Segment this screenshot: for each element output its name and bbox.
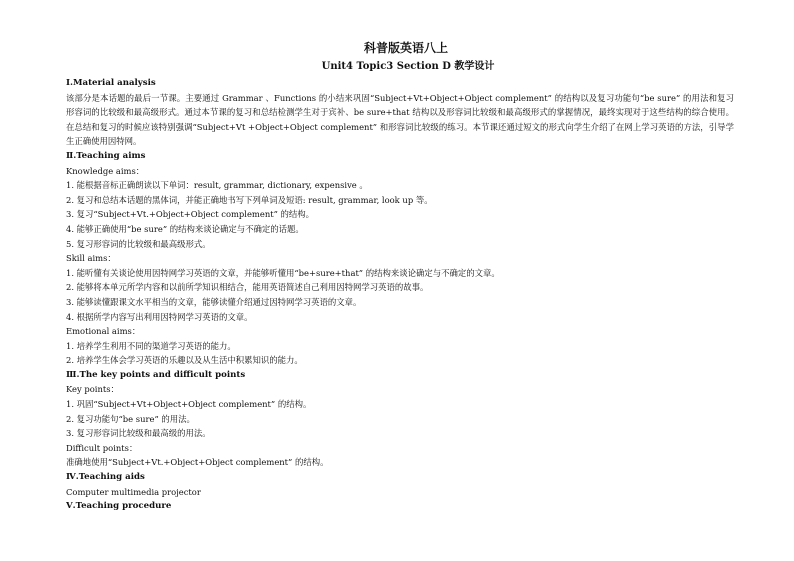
emotional-aim-item: 2. 培养学生体会学习英语的乐趣以及从生活中积累知识的能力。 [66, 355, 303, 366]
key-points-label: Key points： [66, 384, 119, 395]
difficult-points-label: Difficult points： [66, 442, 138, 453]
knowledge-aim-item: 1. 能根据音标正确朗读以下单词：result, grammar, dictionary, expensive 。 [66, 180, 368, 191]
emotional-aim-item: 1. 培养学生利用不同的渠道学习英语的能力。 [66, 340, 236, 351]
section-heading-procedure: Ⅴ.Teaching procedure [66, 501, 172, 512]
knowledge-aim-item: 2. 复习和总结本话题的黑体词，并能正确地书写下列单词及短语: result, grammar, look up 等。 [66, 194, 433, 205]
skill-aim-item: 3. 能够读懂跟课文水平相当的文章，能够读懂介绍通过因特网学习英语的文章。 [66, 296, 362, 307]
key-point-item: 1. 巩固“Subject+Vt+Object+Object complement” 的结构。 [66, 399, 312, 410]
knowledge-aims-label: Knowledge aims： [66, 165, 145, 176]
document-page [66, 40, 734, 514]
section-heading-keypoints: Ⅲ.The key points and difficult points [66, 369, 246, 380]
emotional-aims-label: Emotional aims： [66, 326, 141, 337]
key-point-item: 3. 复习形容词比较级和最高级的用法。 [66, 428, 211, 439]
knowledge-aim-item: 4. 能够正确使用“be sure” 的结构来谈论确定与不确定的话题。 [66, 223, 304, 234]
key-point-item: 2. 复习功能句“be sure” 的用法。 [66, 413, 195, 424]
section-heading-aids: Ⅳ.Teaching aids [66, 472, 145, 483]
skill-aim-item: 1. 能听懂有关谈论使用因特网学习英语的文章，并能够听懂用“be+sure+that” 的结构来谈论确定与不确定的文章。 [66, 267, 500, 278]
knowledge-aim-item: 5. 复习形容词的比较级和最高级形式。 [66, 238, 211, 249]
teaching-aids-text: Computer multimedia projector [66, 486, 201, 497]
section-heading-aims: Ⅱ.Teaching aims [66, 150, 146, 161]
material-paragraph: 该部分是本话题的最后一节课。主要通过 Grammar 、Functions 的小结来巩固“Subject+Vt+Object+Object complement” 的结构以及复习功能句“be sure” 的用法和复习形容词的比较级和最高级形式。通过本节课的复习和总结检测学生对于宾补、be sure+that 结构以及形容词比较级和最高级形式的掌握情况，最终实现对于这些结构的综合使用。在总结和复习的时候应该特别强调“Subject+Vt +Object+Object complement” 和形容词比较级的练习。本节课还通过短文的形式向学生介绍了在网上学习英语的方法，引导学生正确使用因特网。 [66, 92, 734, 147]
skill-aims-label: Skill aims： [66, 253, 116, 264]
section-heading-material: Ⅰ.Material analysis [66, 78, 156, 88]
skill-aim-item: 2. 能够将本单元所学内容和以前所学知识相结合，能用英语简述自己利用因特网学习英语的故事。 [66, 282, 429, 293]
document-subtitle: Unit4 Topic3 Section D 教学设计 [321, 61, 495, 72]
skill-aim-item: 4. 根据所学内容写出利用因特网学习英语的文章。 [66, 311, 253, 322]
difficult-point-item: 准确地使用“Subject+Vt.+Object+Object complement” 的结构。 [66, 457, 329, 468]
document-title: 科普版英语八上 [363, 41, 448, 55]
knowledge-aim-item: 3. 复习“Subject+Vt.+Object+Object complement” 的结构。 [66, 209, 315, 220]
